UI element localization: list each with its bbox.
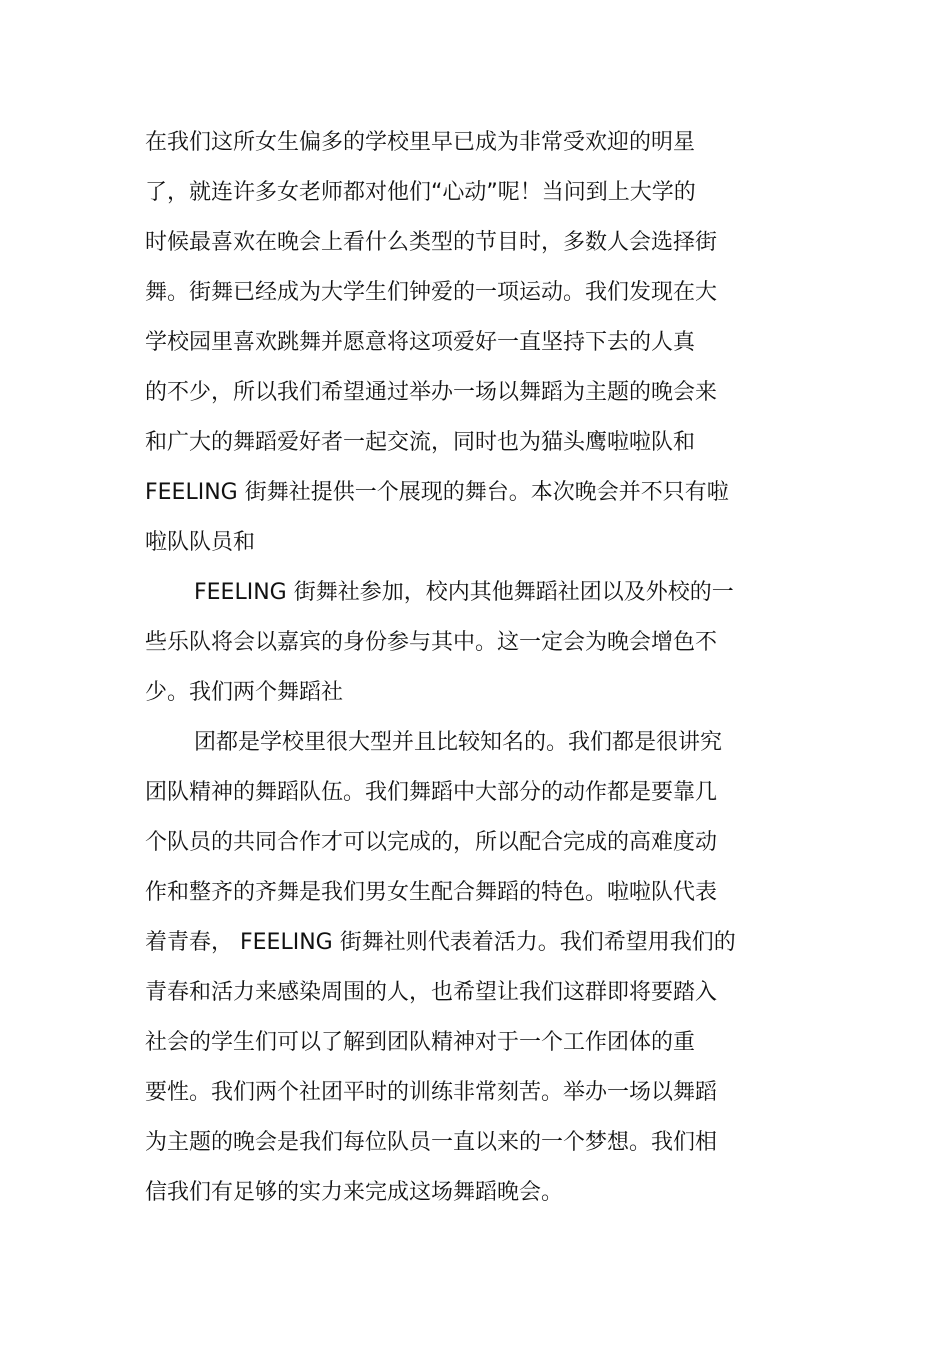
- text-line: 青春和活力来感染周围的人，也希望让我们这群即将要踏入: [145, 980, 718, 1005]
- body-text: [145, 118, 785, 1218]
- text-line: 信我们有足够的实力来完成这场舞蹈晚会。: [145, 1180, 564, 1205]
- text-line: 和广大的舞蹈爱好者一起交流，同时也为猫头鹰啦啦队和: [145, 430, 696, 455]
- text-line: 少。我们两个舞蹈社: [145, 680, 344, 705]
- text-line: 些乐队将会以嘉宾的身份参与其中。这一定会为晚会增色不: [145, 630, 718, 655]
- text-line: 舞。街舞已经成为大学生们钟爱的一项运动。我们发现在大: [145, 280, 718, 305]
- text-line: 了，就连许多女老师都对他们“心动”呢！当问到上大学的: [145, 180, 696, 205]
- text-line: 作和整齐的齐舞是我们男女生配合舞蹈的特色。啦啦队代表: [145, 880, 718, 905]
- text-line: 的不少，所以我们希望通过举办一场以舞蹈为主题的晚会来: [145, 380, 718, 405]
- text-line: 个队员的共同合作才可以完成的，所以配合完成的高难度动: [145, 830, 718, 855]
- text-line: FEELING 街舞社提供一个展现的舞台。本次晚会并不只有啦: [145, 480, 729, 505]
- text-line: 时候最喜欢在晚会上看什么类型的节目时，多数人会选择街: [145, 230, 718, 255]
- text-line: 团都是学校里很大型并且比较知名的。我们都是很讲究: [194, 730, 723, 755]
- text-line: 学校园里喜欢跳舞并愿意将这项爱好一直坚持下去的人真: [145, 330, 696, 355]
- text-line: 为主题的晚会是我们每位队员一直以来的一个梦想。我们相: [145, 1130, 718, 1155]
- text-line: 着青春， FEELING 街舞社则代表着活力。我们希望用我们的: [145, 930, 736, 955]
- text-line: FEELING 街舞社参加，校内其他舞蹈社团以及外校的一: [194, 580, 734, 605]
- text-line: 在我们这所女生偏多的学校里早已成为非常受欢迎的明星: [145, 130, 696, 155]
- text-line: 社会的学生们可以了解到团队精神对于一个工作团体的重: [145, 1030, 696, 1055]
- text-line: 团队精神的舞蹈队伍。我们舞蹈中大部分的动作都是要靠几: [145, 780, 718, 805]
- text-line: 啦队队员和: [145, 530, 256, 555]
- text-line: 要性。我们两个社团平时的训练非常刻苦。举办一场以舞蹈: [145, 1080, 718, 1105]
